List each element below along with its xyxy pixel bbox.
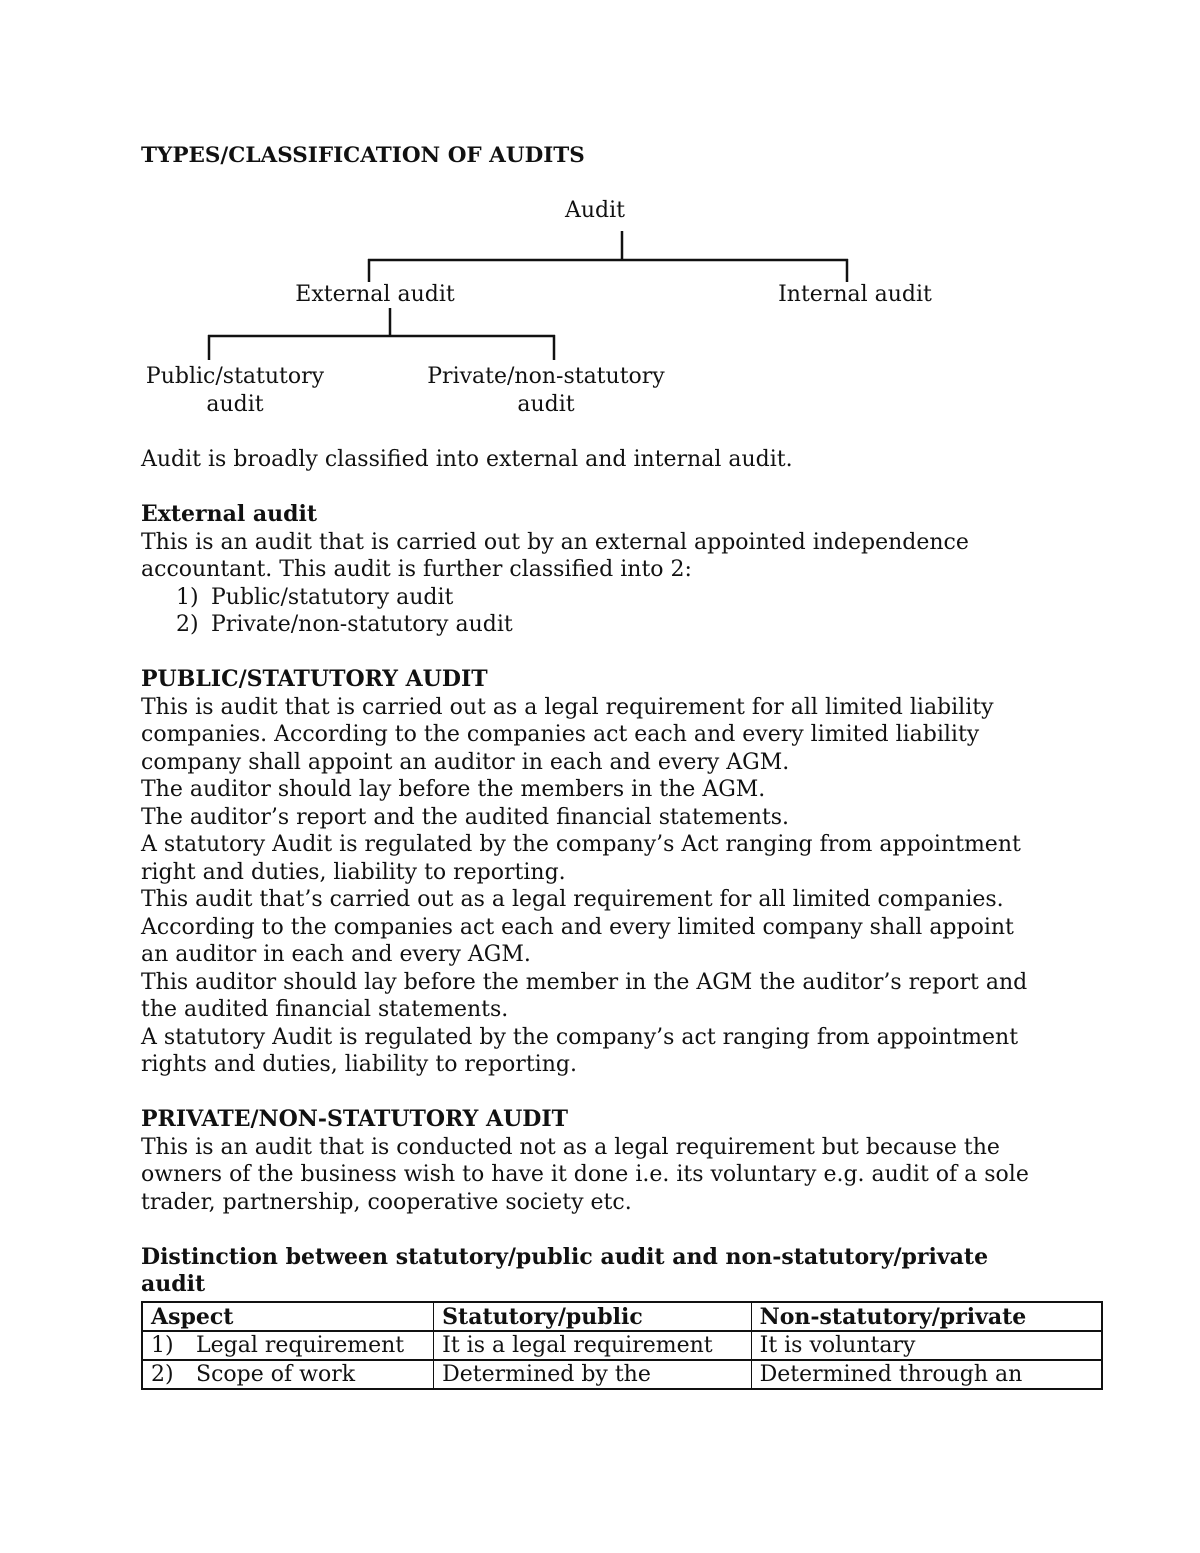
row-number: 1) (151, 1332, 174, 1358)
list-item-number: 1) (176, 584, 199, 610)
public-audit-line: The auditor should lay before the members in the AGM. (141, 777, 766, 802)
public-audit-line: rights and duties, liability to reporting. (141, 1052, 577, 1077)
public-audit-line: This auditor should lay before the member in the AGM the auditor’s report and (141, 969, 1028, 995)
tree-node-private-non-statutory-audit (415, 363, 677, 419)
public-audit-line: the audited financial statements. (141, 997, 509, 1022)
tree-node-private-line1: Private/non-statutory (427, 364, 665, 389)
list-item-text: Public/statutory audit (211, 584, 454, 610)
list-item-number: 2) (176, 612, 199, 637)
document-body (141, 446, 1111, 1299)
public-audit-line: companies. According to the companies act each and every limited liability (141, 722, 980, 747)
distinction-heading: Distinction between statutory/public audit and non-statutory/private (141, 1243, 989, 1270)
tree-node-private-line2: audit (517, 392, 575, 417)
private-audit-heading: PRIVATE/NON-STATUTORY AUDIT (141, 1106, 569, 1132)
document-title: TYPES/CLASSIFICATION OF AUDITS (141, 143, 585, 168)
list-item (141, 611, 1111, 639)
distinction-heading-continued: audit (141, 1271, 206, 1297)
public-audit-line: According to the companies act each and every limited company shall appoint (141, 914, 1014, 940)
public-audit-line: The auditor’s report and the audited financial statements. (141, 804, 789, 830)
tree-node-external-audit: External audit (295, 282, 455, 307)
table-header-row (142, 1302, 1102, 1331)
external-audit-list (141, 584, 1111, 639)
public-audit-line: This is audit that is carried out as a legal requirement for all limited liability (141, 694, 994, 720)
private-audit-line: This is an audit that is conducted not as a legal requirement but because the (141, 1134, 1000, 1160)
public-audit-line: right and duties, liability to reporting. (141, 859, 566, 885)
tree-node-public-statutory-audit (135, 363, 335, 419)
row-number: 2) (151, 1361, 174, 1387)
public-audit-line: an auditor in each and every AGM. (141, 942, 531, 967)
table-cell-non-statutory: Determined through an (751, 1360, 1102, 1389)
external-audit-line: This is an audit that is carried out by an external appointed independence (141, 529, 969, 555)
tree-node-audit: Audit (564, 198, 626, 223)
public-audit-line: company shall appoint an auditor in each and every AGM. (141, 749, 790, 775)
table-row (142, 1331, 1102, 1360)
column-header-aspect: Aspect (142, 1302, 434, 1331)
table-cell-non-statutory: It is voluntary (751, 1331, 1102, 1360)
external-audit-heading: External audit (141, 501, 318, 527)
table-row (142, 1360, 1102, 1389)
list-item-text: Private/non-statutory audit (211, 612, 513, 637)
private-audit-line: trader, partnership, cooperative society etc. (141, 1189, 632, 1215)
list-item (141, 584, 1111, 612)
private-audit-line: owners of the business wish to have it done i.e. its voluntary e.g. audit of a sole (141, 1162, 1029, 1187)
aspect-text: Legal requirement (196, 1332, 405, 1358)
public-audit-line: This audit that’s carried out as a legal requirement for all limited companies. (141, 887, 1004, 912)
public-audit-line: A statutory Audit is regulated by the company’s Act ranging from appointment (141, 832, 1021, 857)
tree-node-public-line2: audit (206, 392, 264, 417)
aspect-text: Scope of work (196, 1361, 356, 1387)
column-header-statutory: Statutory/public (434, 1302, 751, 1331)
table-cell-statutory: Determined by the (434, 1360, 751, 1389)
table-cell-aspect (142, 1360, 434, 1389)
external-audit-line: accountant. This audit is further classified into 2: (141, 557, 692, 582)
intro-paragraph: Audit is broadly classified into external and internal audit. (141, 447, 793, 472)
public-audit-heading: PUBLIC/STATUTORY AUDIT (141, 666, 488, 692)
table-cell-statutory: It is a legal requirement (434, 1331, 751, 1360)
tree-node-public-line1: Public/statutory (145, 364, 325, 389)
distinction-table (141, 1301, 1103, 1390)
table-cell-aspect (142, 1331, 434, 1360)
public-audit-line: A statutory Audit is regulated by the company’s act ranging from appointment (141, 1024, 1019, 1050)
tree-node-internal-audit: Internal audit (778, 282, 932, 307)
column-header-non-statutory: Non-statutory/private (751, 1302, 1102, 1331)
